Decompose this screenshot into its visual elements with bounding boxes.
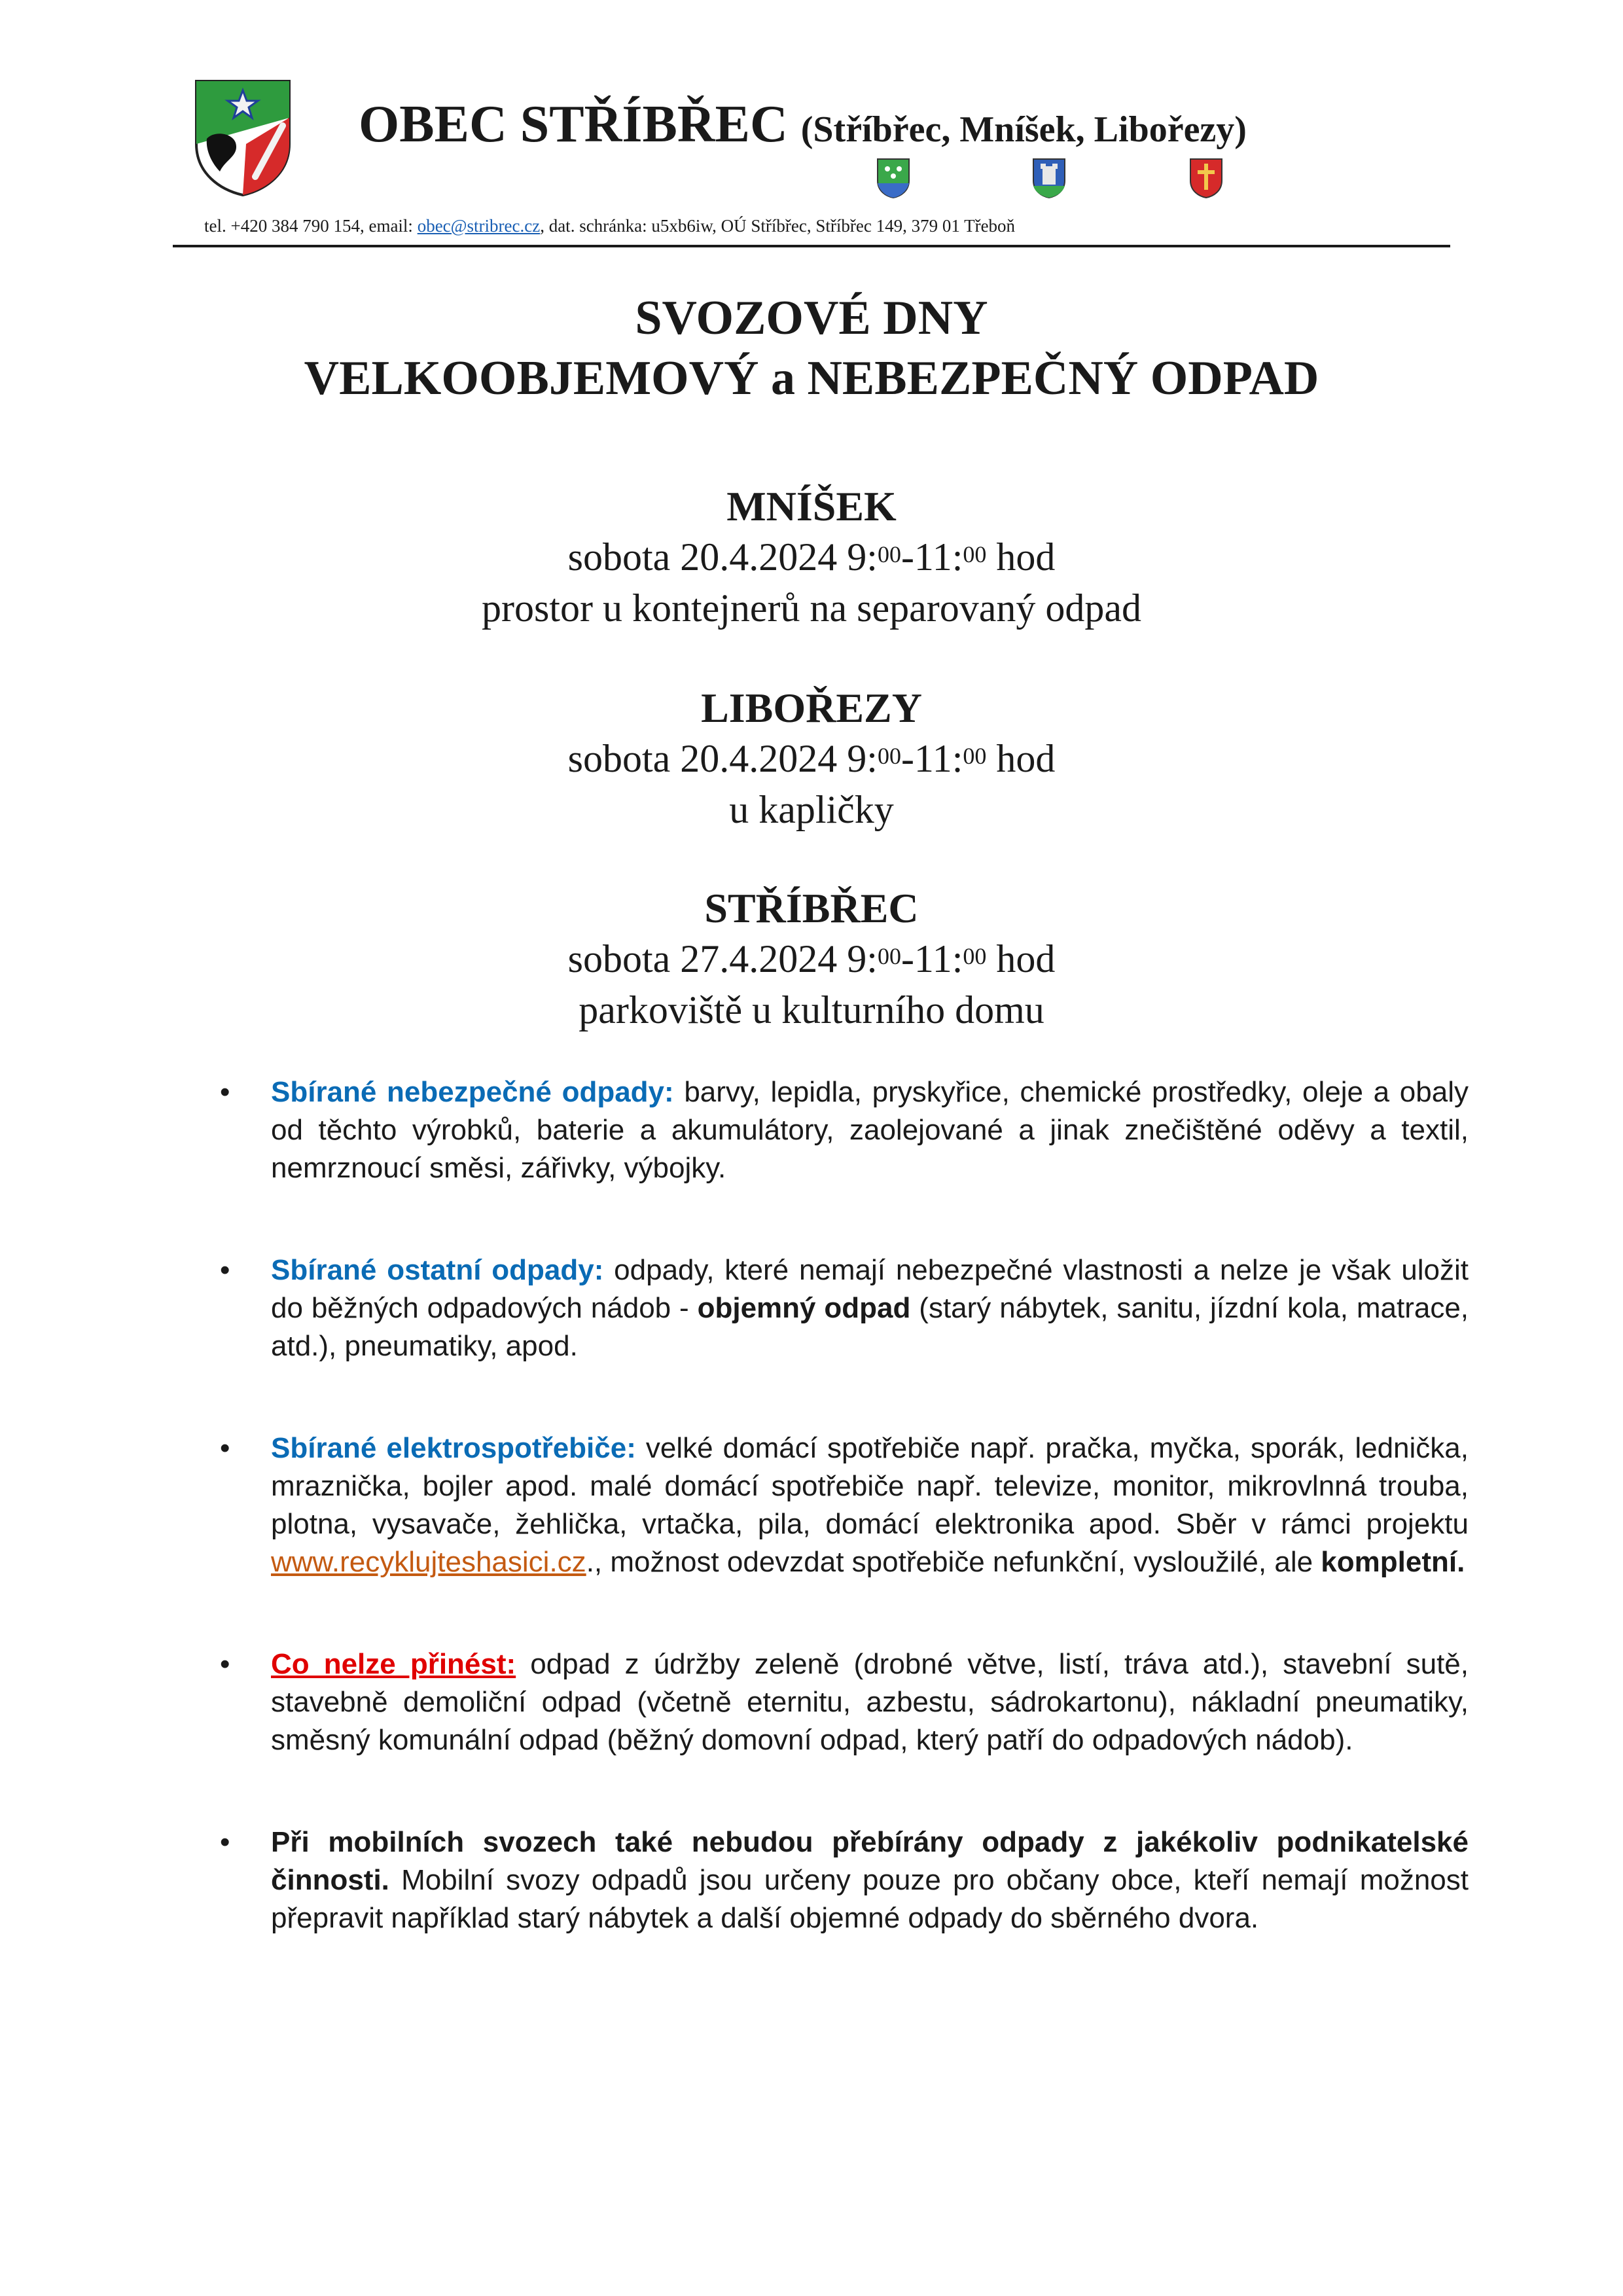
location-datetime: sobota 27.4.2024 9:$^{00}$-11:$^{00}$ hod [567,937,1056,980]
municipality-title [359,98,1247,151]
list-item-electronics: • Sbírané elektrospotřebiče: velké domácí spotřebiče např. pračka, myčka, sporák, lednička, mraznička, bojler apod. malé domácí spotřebiče např. televize, monitor, mikrovlnná trouba, plotna, vysavače, žehlička, vrtačka, pila, domácí elektronika apod. Sběr v rámci projektu www.recyklujteshasici.cz., možnost odevzdat spotřebiče nefunkční, vysloužilé, ale kompletní. [216,1429,1469,1581]
contact-phone: tel. +420 384 790 154, email: [204,216,418,236]
location-block-stribrec [0,884,1623,1035]
document-title [0,288,1623,408]
liborezy-coat-of-arms [1188,157,1224,199]
info-list [216,1073,1469,2001]
municipality-name: OBEC STŘÍBŘEC [359,96,788,153]
location-block-liborezy [0,683,1623,835]
location-block-mnisek [0,482,1623,634]
title-line-1: SVOZOVÉ DNY [635,291,988,345]
title-line-2: VELKOOBJEMOVÝ a NEBEZPEČNÝ ODPAD [304,351,1319,405]
location-name: MNÍŠEK [726,483,897,529]
letterhead [0,0,1623,249]
item-label: Sbírané nebezpečné odpady: [271,1076,674,1108]
item-label: Co nelze přinést: [271,1648,516,1680]
municipality-villages: (Stříbřec, Mníšek, Libořezy) [800,109,1247,150]
municipal-coat-of-arms [194,79,292,196]
list-item-hazardous-waste [216,1073,1469,1187]
contact-details: , dat. schránka: u5xb6iw, OÚ Stříbřec, Stříbřec 149, 379 01 Třeboň [540,216,1016,236]
list-item-not-accepted: • Co nelze přinést: odpad z údržby zeleně (drobné větve, listí, tráva atd.), stavební sutě, stavebně demoliční odpad (včetně eternitu, azbestu, sádrokartonu), nákladní pneumatiky, směsný komunální odpad (běžný domovní odpad, který patří do odpadových nádob). [216,1645,1469,1759]
location-name: LIBOŘEZY [701,685,922,731]
location-name: STŘÍBŘEC [704,885,919,931]
location-place: parkoviště u kulturního domu [579,988,1044,1031]
location-datetime: sobota 20.4.2024 9:$^{00}$-11:$^{00}$ hod [567,737,1056,780]
item-label: Sbírané elektrospotřebiče: [271,1432,636,1464]
location-datetime: sobota 20.4.2024 9:$^{00}$-11:$^{00}$ hod [567,535,1056,579]
header-divider [173,245,1450,247]
list-item-other-waste: • Sbírané ostatní odpady: odpady, které nemají nebezpečné vlastnosti a nelze je však uložit do běžných odpadových nádob - objemný odpad (starý nábytek, sanitu, jízdní kola, matrace, atd.), pneumatiky, apod. [216,1251,1469,1365]
stribrec-village-coat-of-arms [1031,157,1067,199]
item-label: Při mobilních svozech také nebudou přebírány odpady z jakékoliv podnikatelské činnosti. [271,1826,1469,1896]
recycling-project-link[interactable]: www.recyklujteshasici.cz [271,1546,586,1578]
contact-email-link[interactable]: obec@stribrec.cz [417,216,541,236]
location-place: prostor u kontejnerů na separovaný odpad [481,586,1142,630]
list-item-business-waste-note: • Při mobilních svozech také nebudou přebírány odpady z jakékoliv podnikatelské činnosti. Mobilní svozy odpadů jsou určeny pouze pro občany obce, kteří nemají možnost přepravit například starý nábytek a další objemné odpady do sběrného dvora. [216,1823,1469,1937]
item-label: Sbírané ostatní odpady: [271,1254,604,1286]
item-text: barvy, lepidla, pryskyřice, chemické prostředky, oleje a obaly od těchto výrobků, baterie a akumulátory, zaolejované a jinak znečištěné oděvy a textil, nemrznoucí směsi, zářivky, výbojky. [271,1076,1469,1184]
mnisek-coat-of-arms [876,157,911,199]
location-place: u kapličky [729,788,894,831]
contact-line [204,216,1015,236]
